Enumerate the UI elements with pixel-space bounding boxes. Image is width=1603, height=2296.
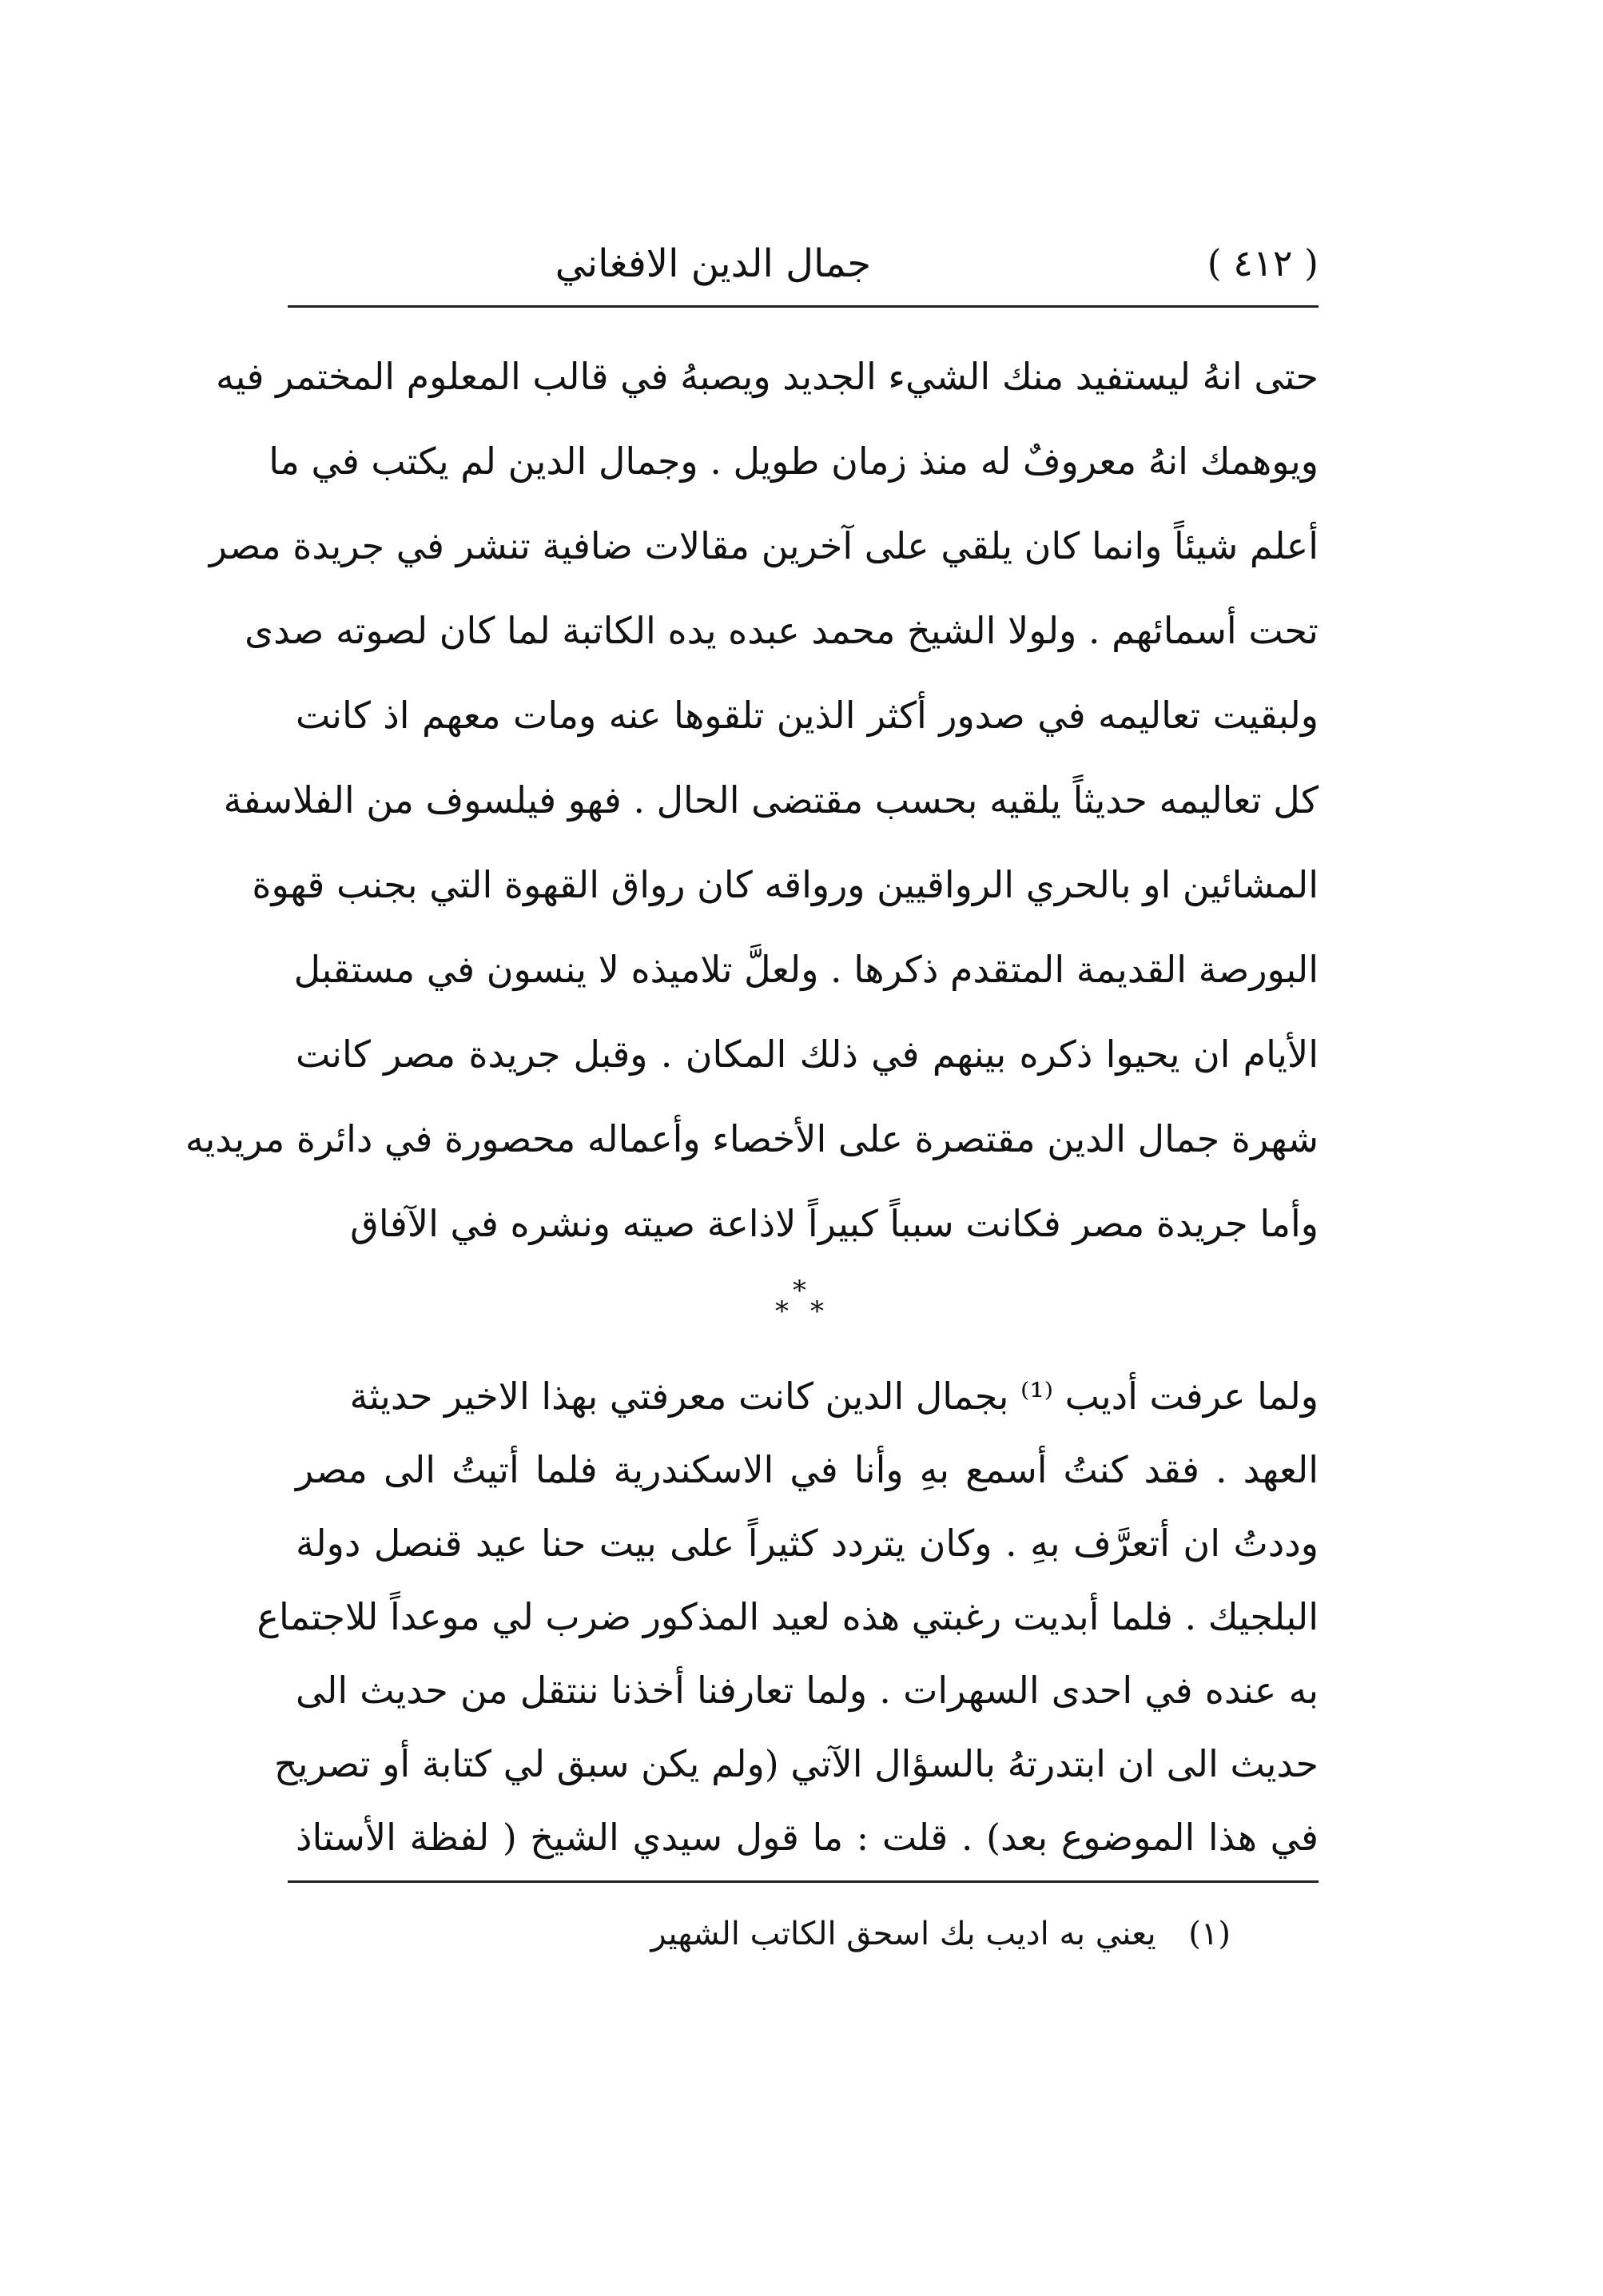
text-line: المشائين او بالحري الرواقيين ورواقه كان رواق القهوة التي بجنب قهوة xyxy=(252,863,1319,906)
footnote-marker: (١) xyxy=(1188,1916,1231,1952)
text-line: الأيام ان يحيوا ذكره بينهم في ذلك المكان . وقبل جريدة مصر كانت xyxy=(296,1033,1319,1076)
running-title: جمال الدين الافغاني xyxy=(555,241,871,286)
text-line: تحت أسمائهم . ولولا الشيخ محمد عبده يده الكاتبة لما كان لصوته صدى xyxy=(245,609,1319,652)
asterism-star: * xyxy=(810,1295,824,1327)
text-line: البلجيك . فلما أبديت رغبتي هذه لعيد المذكور ضرب لي موعداً للاجتماع xyxy=(257,1595,1319,1638)
text-line: أعلم شيئاً وانما كان يلقي على آخرين مقالات ضافية تنشر في جريدة مصر xyxy=(209,524,1319,567)
text-line: حديث الى ان ابتدرتهُ بالسؤال الآتي (ولم يكن سبق لي كتابة أو تصريح xyxy=(274,1742,1319,1785)
text-line: كل تعاليمه حديثاً يلقيه بحسب مقتضى الحال . فهو فيلسوف من الفلاسفة xyxy=(223,778,1319,822)
text-line: شهرة جمال الدين مقتصرة على الأخصاء وأعماله محصورة في دائرة مريديه xyxy=(185,1117,1319,1160)
text-line: حتى انهُ ليستفيد منك الشيء الجديد ويصبهُ في قالب المعلوم المختمر فيه xyxy=(215,355,1319,398)
text-line: وددتُ ان أتعرَّف بهِ . وكان يتردد كثيراً على بيت حنا عيد قنصل دولة xyxy=(296,1522,1319,1565)
asterism-star: * xyxy=(775,1295,789,1327)
text-line: ولما عرفت أديب ⁽¹⁾ بجمال الدين كانت معرفتي بهذا الاخير حديثة xyxy=(349,1375,1319,1418)
text-line: به عنده في احدى السهرات . ولما تعارفنا أخذنا ننتقل من حديث الى xyxy=(296,1669,1319,1712)
text-line: العهد . فقد كنتُ أسمع بهِ وأنا في الاسكندرية فلما أتيتُ الى مصر xyxy=(296,1448,1319,1491)
section-asterism xyxy=(767,1277,839,1325)
footnote xyxy=(288,1906,1231,1962)
footnote-text: يعني به اديب بك اسحق الكاتب الشهير xyxy=(650,1916,1156,1952)
footnote-rule xyxy=(288,1880,1319,1883)
asterism-star: * xyxy=(793,1275,806,1307)
text-line: ولبقيت تعاليمه في صدور أكثر الذين تلقوها عنه ومات معهم اذ كانت xyxy=(296,694,1319,737)
text-line: وأما جريدة مصر فكانت سبباً كبيراً لاذاعة صيته ونشره في الآفاق xyxy=(350,1202,1319,1245)
text-line: البورصة القديمة المتقدم ذكرها . ولعلَّ تلاميذه لا ينسون في مستقبل xyxy=(293,948,1319,991)
page-number: ( ٤١٢ ) xyxy=(1207,241,1319,285)
text-line: في هذا الموضوع بعد) . قلت : ما قول سيدي الشيخ ( لفظة الأستاذ xyxy=(296,1816,1319,1859)
text-line: ويوهمك انهُ معروفٌ له منذ زمان طويل . وجمال الدين لم يكتب في ما xyxy=(268,440,1319,483)
header-rule xyxy=(288,305,1319,308)
page-header xyxy=(288,233,1319,305)
